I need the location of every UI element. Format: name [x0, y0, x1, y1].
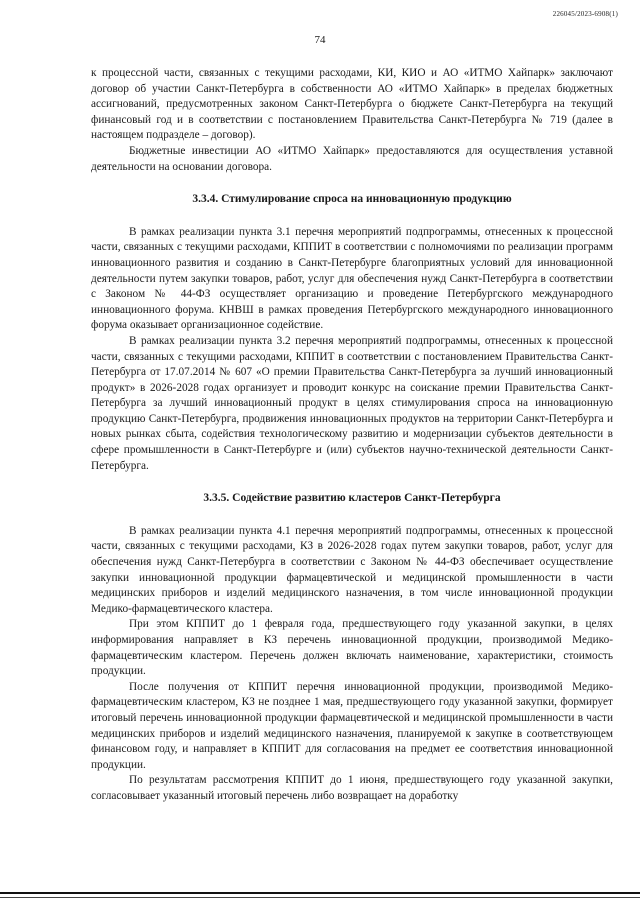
- page-number: 74: [314, 34, 326, 46]
- scan-edge-line: [0, 897, 640, 898]
- paragraph: В рамках реализации пункта 3.1 перечня мероприятий подпрограммы, отнесенных к процессной части, связанных с текущими расходами, КППИТ в соответствии с полномочиями по реализации программ инновационного развития и созданию в Санкт-Петербурге благоприятных условий для инновационной деятельности путем закупки товаров, работ, услуг для обеспечения нужд Санкт-Петербурга в соответствии с Законом № 44-ФЗ осуществляет организацию и проведение Петербургского международного инновационного форума. КНВШ в рамках проведения Петербургского международного инновационного форума оказывает организационное содействие.: [91, 225, 613, 332]
- paragraph: После получения от КППИТ перечня инновационной продукции, производимой Медико-фармацевтическим кластером, КЗ не позднее 1 мая, предшествующего году указанной закупки, формирует итоговый перечень инновационной продукции фармацевтической и медицинской промышленности в части медицинских приборов и изделий медицинского назначения, планируемой к закупке в соответствующем финансовом году, и направляет в КППИТ для согласования на предмет ее соответствия инновационной продукции.: [91, 680, 613, 771]
- document-id: 226045/2023-6908(1): [552, 10, 618, 18]
- document-body: [91, 66, 613, 805]
- paragraph: При этом КППИТ до 1 февраля года, предшествующего году указанной закупки, в целях информирования направляет в КЗ перечень инновационной продукции, производимой Медико-фармацевтическим кластером. Перечень должен включать наименование, характеристики, стоимость продукции.: [91, 618, 613, 678]
- paragraph: к процессной части, связанных с текущими расходами, КИ, КИО и АО «ИТМО Хайпарк» заключают договор об участии Санкт-Петербурга в собственности АО «ИТМО Хайпарк» в пределах бюджетных ассигнований, предусмотренных законом Санкт-Петербурга о бюджете Санкт-Петербурга на текущий финансовый год и в соответствии с постановлением Правительства Санкт-Петербурга № 719 (далее в настоящем подразделе – договор).: [91, 67, 613, 142]
- section-heading: 3.3.4. Стимулирование спроса на инновационную продукцию: [192, 193, 512, 206]
- paragraph: В рамках реализации пункта 4.1 перечня мероприятий подпрограммы, отнесенных к процессной части, связанных с текущими расходами, КЗ в 2026-2028 годах путем закупки товаров, работ, услуг для обеспечения нужд Санкт-Петербурга в соответствии с Законом № 44-ФЗ обеспечивает осуществление закупки инновационной продукции фармацевтической и медицинской промышленности в части медицинских приборов и изделий медицинского назначения, в том числе инновационной продукции Медико-фармацевтического кластера.: [91, 524, 613, 615]
- paragraph: По результатам рассмотрения КППИТ до 1 июня, предшествующего году указанной закупки, согласовывает указанный итоговый перечень либо возвращает на доработку: [91, 774, 613, 802]
- scan-edge-line: [0, 892, 640, 894]
- paragraph: Бюджетные инвестиции АО «ИТМО Хайпарк» предоставляются для осуществления уставной деятельности на основании договора.: [91, 144, 613, 173]
- paragraph: В рамках реализации пункта 3.2 перечня мероприятий подпрограммы, отнесенных к процессной части, связанных с текущими расходами, КППИТ в соответствии с постановлением Правительства Санкт-Петербурга от 17.07.2014 № 607 «О премии Правительства Санкт-Петербурга за лучший инновационный продукт» в 2026-2028 годах организует и проводит конкурс на соискание премии Правительства Санкт-Петербурга за лучший инновационный продукт в целях стимулирования спроса на инновационную продукцию Санкт-Петербурга, продвижения инновационных продуктов на территории Санкт-Петербурга и новых рынках сбыта, содействия технологическому развитию и модернизации субъектов деятельности в сфере промышленности в Санкт-Петербурге и (или) субъектов научно-технической деятельности Санкт-Петербурга.: [91, 334, 613, 472]
- section-heading: 3.3.5. Содействие развитию кластеров Санкт-Петербурга: [203, 492, 501, 505]
